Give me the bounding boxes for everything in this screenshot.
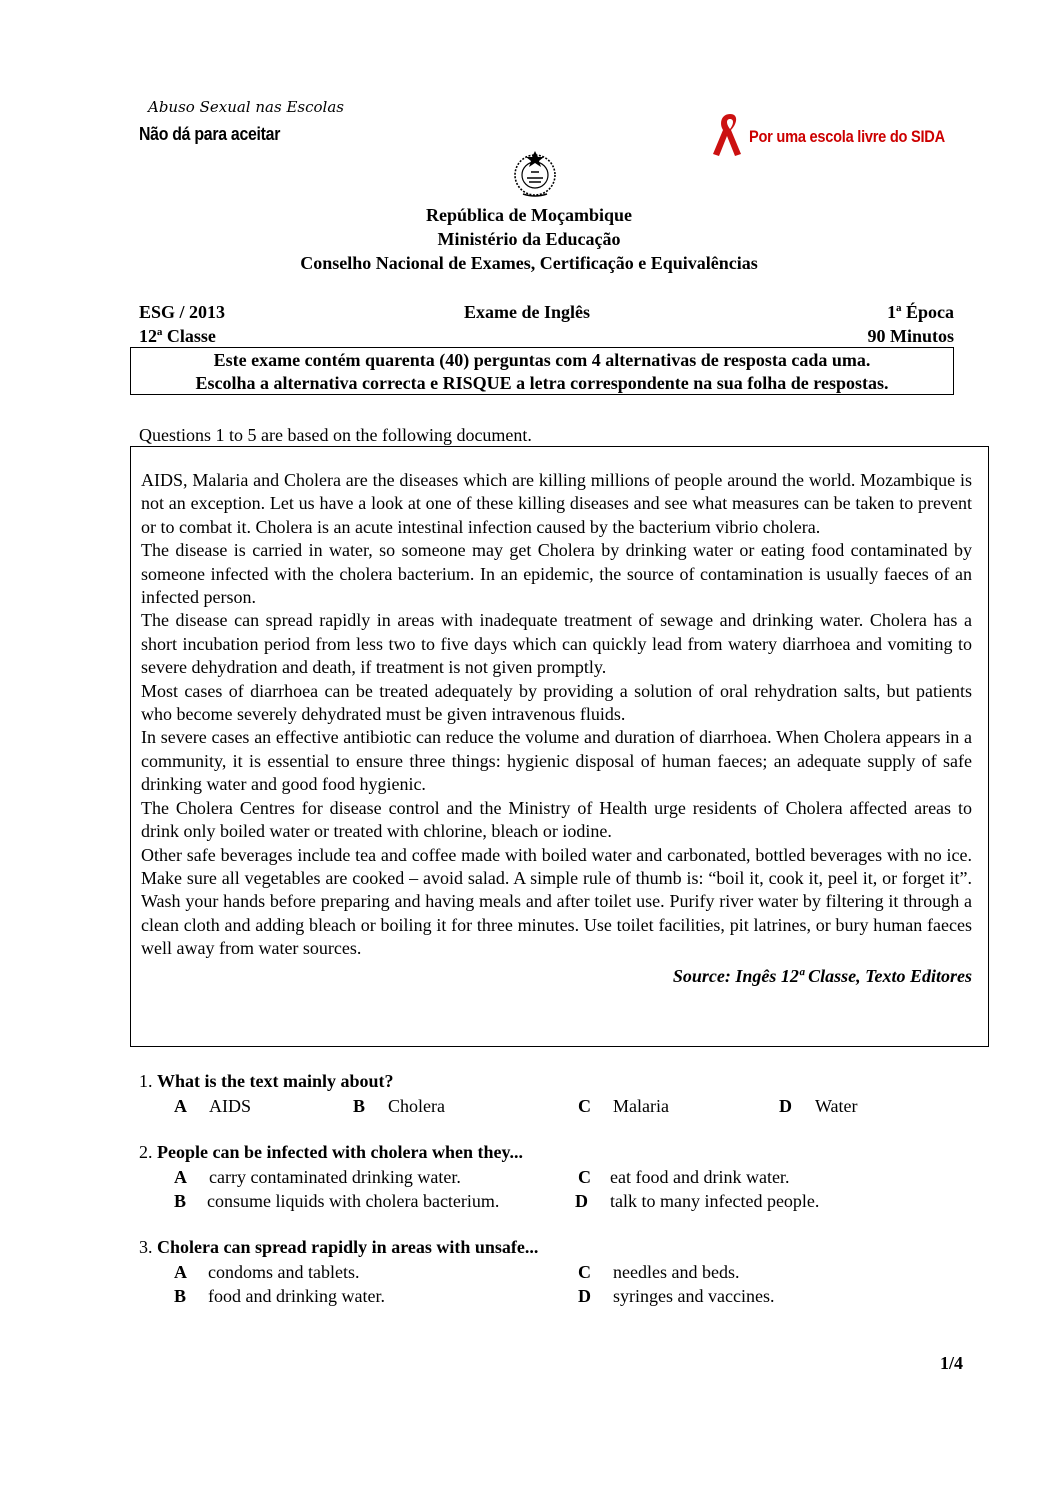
option-1b[interactable] [353, 1096, 365, 1117]
passage-intro: Questions 1 to 5 are based on the following document. [139, 425, 532, 445]
option-3a[interactable] [174, 1262, 187, 1283]
option-3d-text: syringes and vaccines. [613, 1286, 775, 1306]
slogan-right: Por uma escola livre do SIDA [749, 127, 945, 146]
question-text: People can be infected with cholera when they... [157, 1142, 523, 1162]
option-letter: B [174, 1286, 187, 1306]
instructions-line-2: Escolha a alternativa correcta e RISQUE a letra correspondente na sua folha de respostas. [195, 373, 889, 393]
option-letter: C [578, 1167, 591, 1187]
option-2d[interactable] [575, 1191, 588, 1212]
option-letter: D [575, 1191, 588, 1211]
question-text: What is the text mainly about? [157, 1071, 394, 1091]
header-country: República de Moçambique [425, 205, 632, 225]
option-1d[interactable] [779, 1096, 792, 1117]
question-3 [139, 1237, 538, 1258]
exam-duration: 90 Minutos [867, 326, 954, 346]
exam-class: 12ª Classe [139, 326, 216, 346]
option-1d-text: Water [815, 1096, 858, 1116]
option-letter: A [174, 1262, 187, 1282]
header-ministry: Ministério da Educação [437, 229, 621, 249]
option-2a[interactable] [174, 1167, 187, 1188]
option-1a-text: AIDS [209, 1096, 252, 1116]
question-number: 2. [139, 1142, 153, 1162]
question-number: 3. [139, 1237, 153, 1257]
passage-paragraph: Most cases of diarrhoea can be treated adequately by providing a solution of oral rehydration salts, but patients who become severely dehydrated must be given intravenous fluids. [141, 680, 972, 725]
option-2a-text: carry contaminated drinking water. [209, 1167, 461, 1187]
option-1a[interactable] [174, 1096, 187, 1117]
option-letter: D [779, 1096, 792, 1116]
exam-subject: Exame de Inglês [464, 302, 590, 322]
question-text: Cholera can spread rapidly in areas with unsafe... [157, 1237, 539, 1257]
option-3a-text: condoms and tablets. [208, 1262, 360, 1282]
header-council: Conselho Nacional de Exames, Certificação e Equivalências [300, 253, 758, 273]
option-2c[interactable] [578, 1167, 591, 1188]
passage-paragraph: Other safe beverages include tea and coffee made with boiled water and carbonated, bottled beverages with no ice. Make sure all vegetables are cooked – avoid salad. A simple rule of thumb is: “boil it, cook it, peel it, or forget it”. Wash your hands before preparing and having meals and after toilet use. Purify river water by filtering it through a clean cloth and adding bleach or boiling it for three minutes. Use toilet facilities, pit latrines, or bury human faeces well away from water sources. [141, 844, 972, 959]
red-ribbon-icon [707, 110, 753, 158]
question-2 [139, 1142, 523, 1163]
option-letter: C [578, 1096, 591, 1116]
option-1c-text: Malaria [613, 1096, 669, 1116]
passage-paragraph: AIDS, Malaria and Cholera are the diseases which are killing millions of people around the world. Mozambique is not an exception. Let us have a look at one of these killing diseases and see what measures can be taken to prevent or to combat it. Cholera is an acute intestinal infection caused by the bacterium vibrio cholera. [141, 470, 972, 537]
coat-of-arms-emblem [509, 148, 561, 200]
option-2c-text: eat food and drink water. [610, 1167, 790, 1187]
passage-paragraph: The disease can spread rapidly in areas with inadequate treatment of sewage and drinking water. Cholera has a short incubation period from less two to five days which can quickly lead from watery diarrhoea and vomiting to severe dehydration and death, if treatment is not given promptly. [141, 610, 972, 678]
passage-paragraph: The disease is carried in water, so someone may get Cholera by drinking water or eating food contaminated by someone infected with the cholera bacterium. In an epidemic, the source of contamination is usually faeces of an infected person. [141, 540, 972, 608]
question-1 [139, 1071, 394, 1092]
option-letter: B [353, 1096, 366, 1116]
passage-paragraph: In severe cases an effective antibiotic can reduce the volume and duration of diarrhoea. When Cholera appears in a community, it is essential to ensure three things: hygienic disposal of human faeces; an adequate supply of safe drinking water and good food hygienic. [141, 727, 972, 795]
option-letter: B [174, 1191, 187, 1211]
option-3d[interactable] [578, 1286, 591, 1307]
option-2b[interactable] [174, 1191, 186, 1212]
option-2d-text: talk to many infected people. [610, 1191, 820, 1211]
option-letter: C [578, 1262, 591, 1282]
question-number: 1. [139, 1071, 153, 1091]
option-letter: A [174, 1167, 187, 1187]
passage-paragraph: The Cholera Centres for disease control and the Ministry of Health urge residents of Cholera affected areas to drink only boiled water or treated with chlorine, bleach or iodine. [141, 797, 972, 842]
option-2b-text: consume liquids with cholera bacterium. [207, 1191, 500, 1211]
instructions-line-1: Este exame contém quarenta (40) perguntas com 4 alternativas de resposta cada uma. [213, 350, 871, 370]
slogan-left: Não dá para aceitar [139, 124, 281, 144]
page-number: 1/4 [940, 1353, 964, 1373]
option-3b[interactable] [174, 1286, 186, 1307]
passage-source: Source: Ingês 12ª Classe, Texto Editores [672, 965, 972, 986]
slogan-script: Abuso Sexual nas Escolas [148, 98, 344, 116]
option-1b-text: Cholera [388, 1096, 445, 1116]
option-3b-text: food and drinking water. [208, 1286, 385, 1306]
option-letter: A [174, 1096, 187, 1116]
reading-passage [130, 446, 989, 1047]
option-3c[interactable] [578, 1262, 591, 1283]
instructions-box [130, 347, 954, 395]
option-3c-text: needles and beds. [613, 1262, 740, 1282]
exam-code: ESG / 2013 [139, 302, 226, 322]
option-letter: D [578, 1286, 591, 1306]
exam-epoch: 1ª Época [887, 302, 954, 322]
option-1c[interactable] [578, 1096, 591, 1117]
